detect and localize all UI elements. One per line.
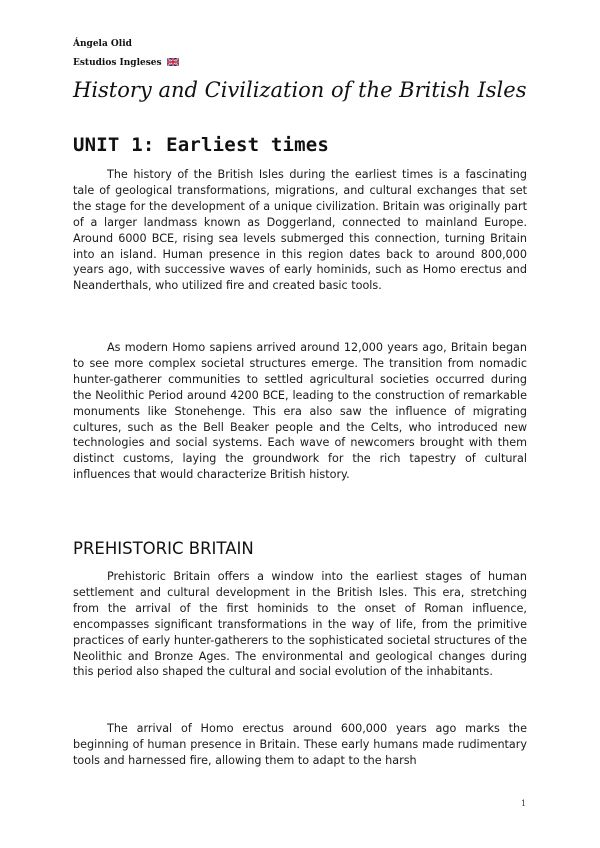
author-name: Ángela Olid	[73, 39, 132, 49]
section-title: PREHISTORIC BRITAIN	[73, 539, 254, 558]
uk-flag-icon	[167, 58, 179, 66]
body-paragraph: Prehistoric Britain offers a window into the earliest stages of human settlement and cultural development in the British Isles. This era, stretching from the arrival of the first hominids to the onset of Roman influence, encompasses significant transformations in the way of life, from the primitive practices of early hunter-gatherers to the sophisticated societal structures of the Neolithic and Bronze Ages. The environmental and geological changes during this period also shaped the cultural and social evolution of the inhabitants.	[73, 570, 527, 679]
body-paragraph: As modern Homo sapiens arrived around 12,000 years ago, Britain began to see more complex societal structures emerge. The transition from nomadic hunter-gatherer communities to settled agricultural societies occurred during the Neolithic Period around 4200 BCE, leading to the construction of remarkable monuments like Stonehenge. This era also saw the influence of migrating cultures, such as the Bell Beaker people and the Celts, who introduced new technologies and social systems. Each wave of newcomers brought with them distinct customs, laying the groundwork for the rich tapestry of cultural influences that would characterize British history.	[73, 341, 527, 482]
course-line	[73, 57, 179, 69]
body-paragraph: The history of the British Isles during the earliest times is a fascinating tale of geological transformations, migrations, and cultural exchanges that set the stage for the development of a unique civilization. Britain was originally part of a larger landmass known as Doggerland, connected to mainland Europe. Around 6000 BCE, rising sea levels submerged this connection, turning Britain into an island. Human presence in this region dates back to around 800,000 years ago, with successive waves of early hominids, such as Homo erectus and Neanderthals, who utilized fire and created basic tools.	[73, 168, 527, 293]
course-name: Estudios Ingleses	[73, 58, 162, 68]
body-paragraph: The arrival of Homo erectus around 600,000 years ago marks the beginning of human presence in Britain. These early humans made rudimentary tools and harnessed fire, allowing them to adapt to the harsh	[73, 722, 527, 767]
unit-title: UNIT 1: Earliest times	[73, 134, 330, 156]
page-number: 1	[521, 799, 527, 808]
course-title: History and Civilization of the British Isles	[73, 78, 527, 102]
